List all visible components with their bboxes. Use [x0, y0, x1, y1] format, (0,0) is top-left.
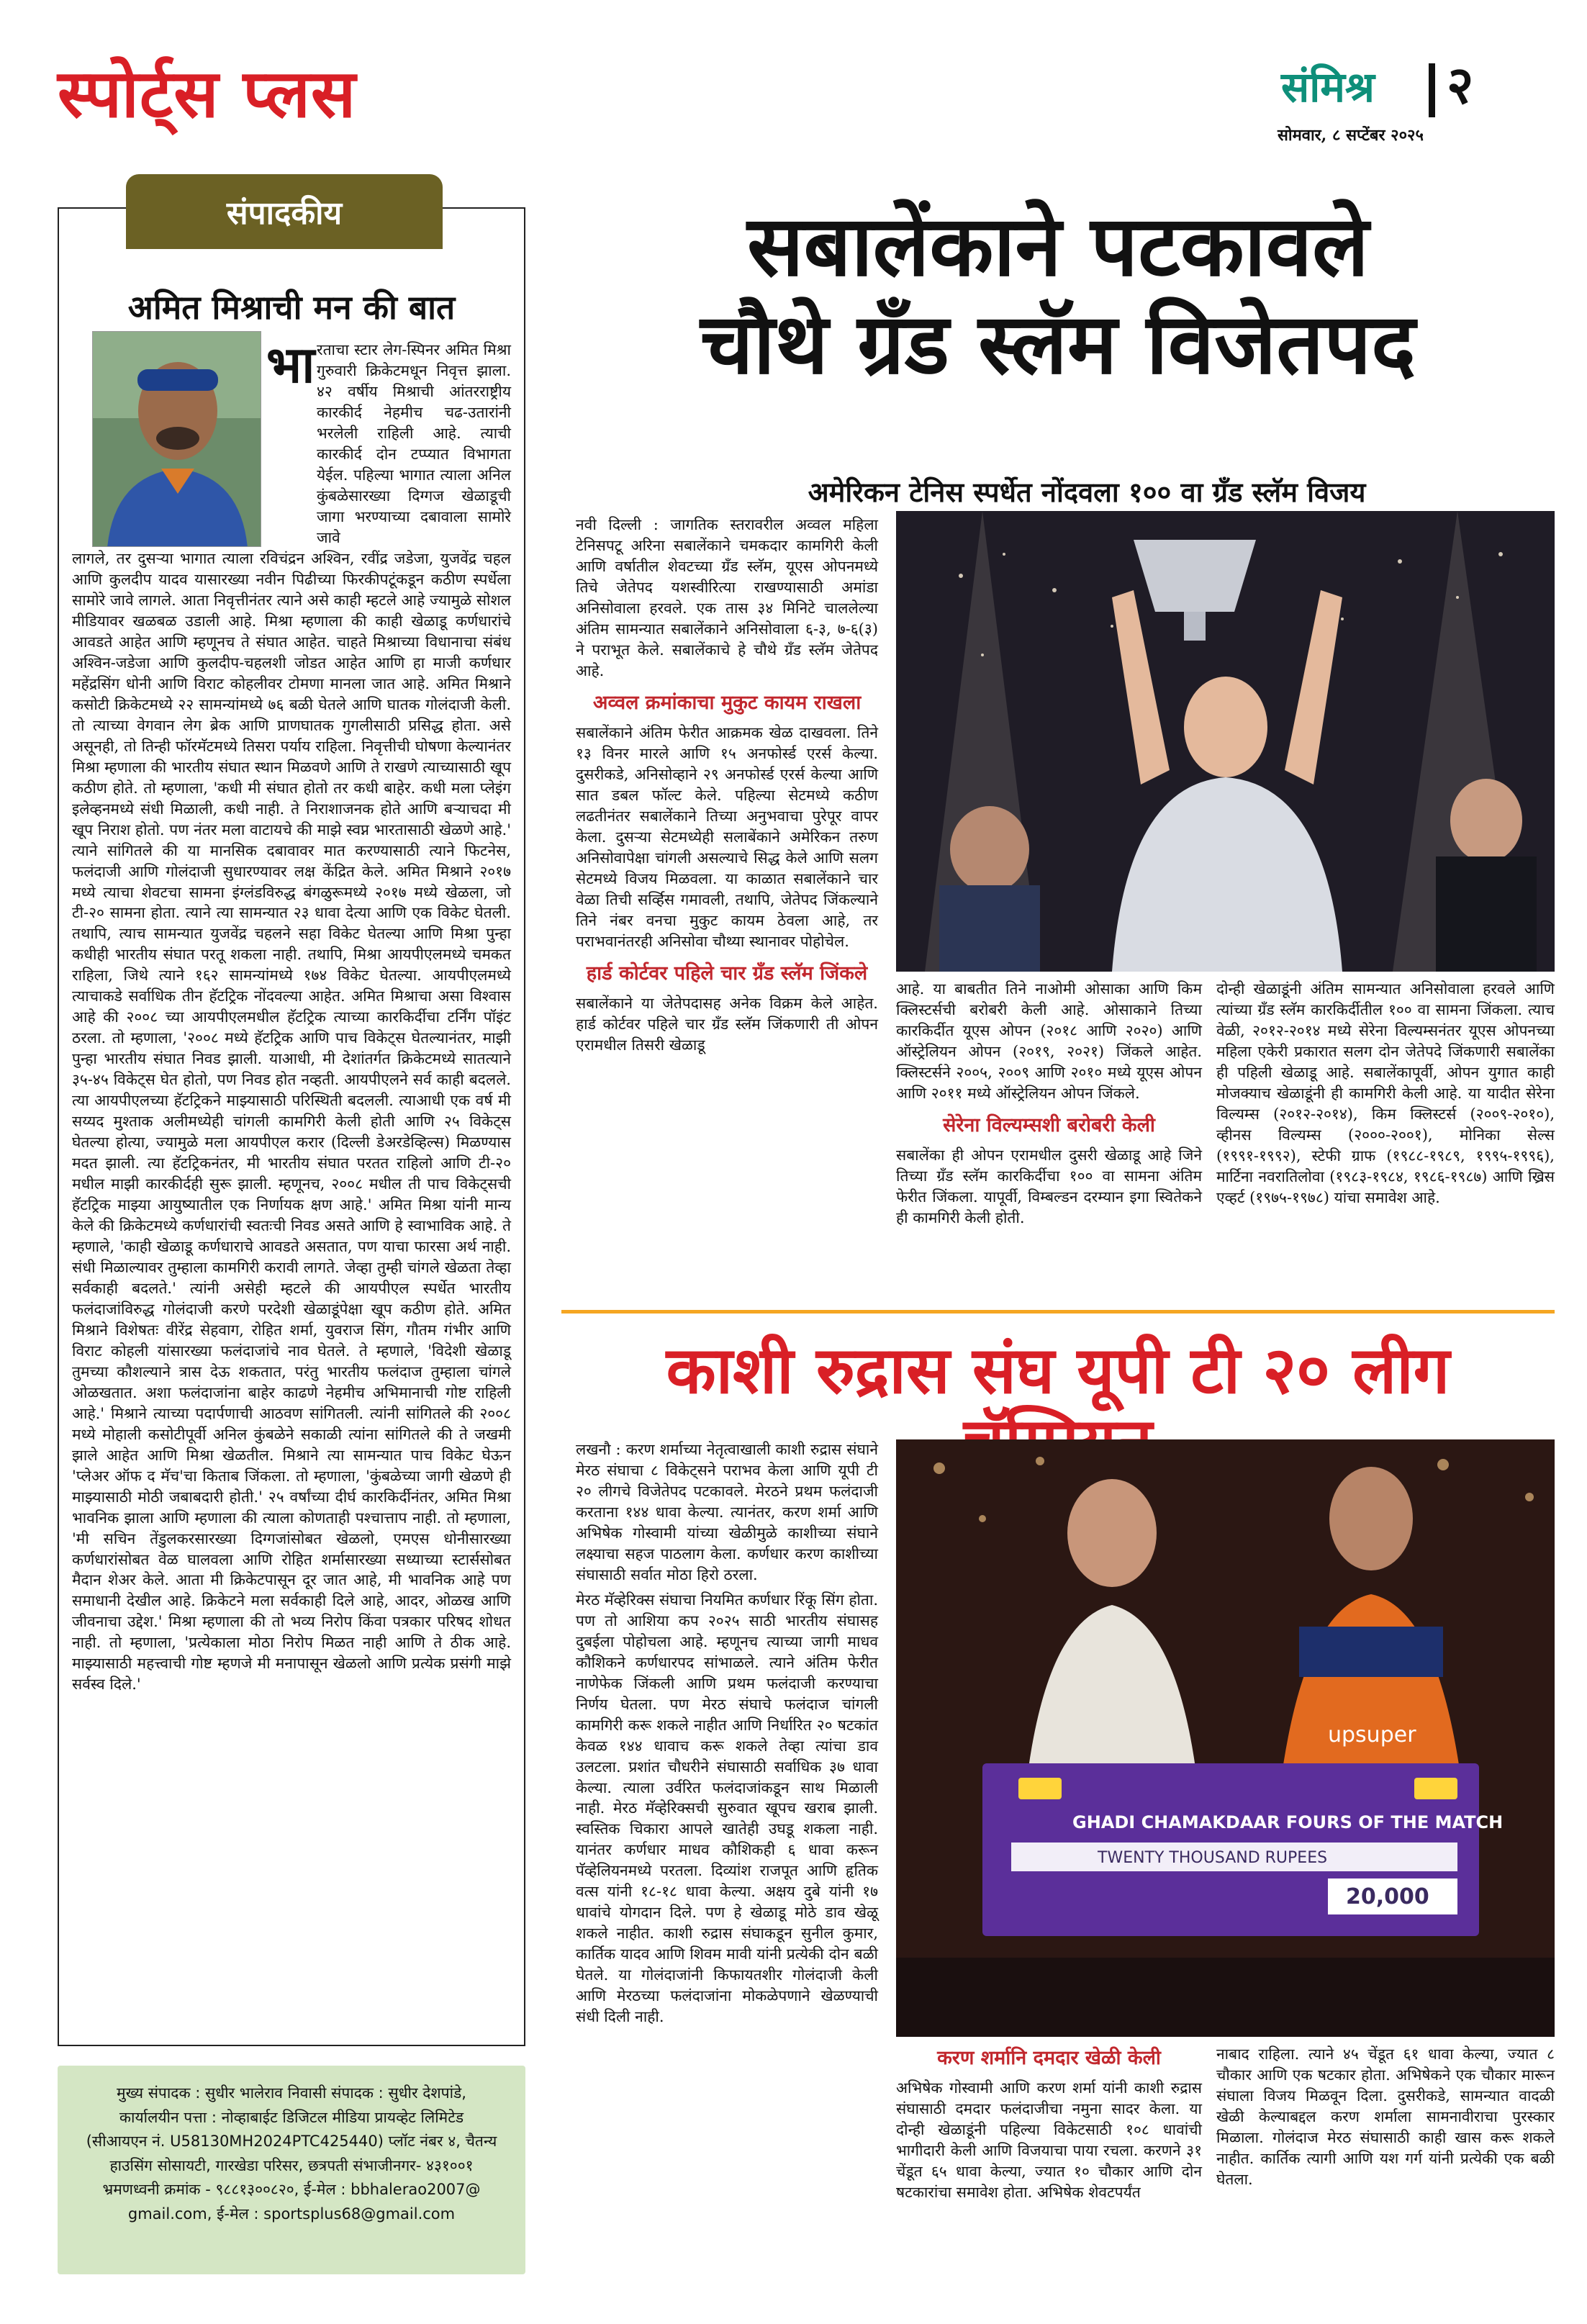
article-paragraph: सबालेंकाने अंतिम फेरीत आक्रमक खेळ दाखवला. तिने १३ विनर मारले आणि १५ अनफोर्स्ड एरर्स केल्या. दुसरीकडे, अनिसोव्हाने २९ अनफोर्स्ड एरर्स केल्या आणि सात डबल फॉल्ट केले. पहिल्या सेटमध्ये कठीण लढतीनंतर सबालेंकाने तिच्या अनुभवाचा पुरेपूर वापर केला. दुसऱ्या सेटमध्येही सलाबेंकाने अमेरिकन तरुण अनिसोवापेक्षा चांगली असल्याचे सिद्ध केले आणि सलग सेटमध्ये विजय मिळवला. या काळात सबालेंकाने चार वेळा तिची सर्व्हिस गमावली, तथापि, जेतेपद जिंकल्याने तिने नंबर वनचा मुकुट कायम ठेवला आहे, तर पराभवानंतरही अनिसोवा चौथ्या स्थानावर पोहोचेल.	[576, 723, 878, 950]
editorial-intro	[317, 340, 511, 553]
cricket-column-3	[1216, 2044, 1555, 2194]
tennis-trophy-photo	[896, 511, 1555, 972]
cheque-top-text: GHADI CHAMAKDAAR FOURS OF THE MATCH	[1072, 1812, 1504, 1832]
imprint-line: मुख्य संपादक : सुधीर भालेराव निवासी संपादक : सुधीर देशपांडे,	[117, 2084, 466, 2102]
article-subhead: करण शर्मानि दमदार खेळी केली	[937, 2047, 1161, 2069]
article-paragraph: नाबाद राहिला. त्याने ४५ चेंडूत ६१ धावा केल्या, ज्यात ८ चौकार आणि एक षटकार होता. अभिषेकने एक चौकार मारून संघाला विजय मिळवून दिला. दुसरीकडे, सामन्यात वादळी खेळी केल्याबद्दल करण शर्माला सामनावीराचा पुरस्कार मिळाला. गोलंदाज मेरठ संघासाठी काही खास करू शकले नाहीत. कार्तिक त्यागी आणि यश गर्ग यांनी प्रत्येकी एक बळी घेतला.	[1216, 2045, 1555, 2188]
editorial-heading: अमित मिश्राची मन की बात	[127, 288, 456, 327]
tennis-headline-line: सबालेंकाने पटकावले	[747, 198, 1369, 295]
imprint-box	[58, 2066, 525, 2274]
cheque-amount: 20,000	[1346, 1884, 1429, 1909]
cricket-column-2	[896, 2044, 1202, 2207]
cricket-column-1	[576, 1439, 878, 2032]
article-paragraph: नवी दिल्ली : जागतिक स्तरावरील अव्वल महिला टेनिसपटू अरिना सबालेंकाने चमकदार कामगिरी केली आणि वर्षातील शेवटच्या ग्रँड स्लॅम, यूएस ओपनमध्ये तिचे जेतेपद यशस्वीरित्या राखण्यासाठी अमांडा अनिसोवाला हरवले. एक तास ३४ मिनिटे चाललेल्या अंतिम सामन्यात सबालेंकाने अनिसोवाला ६-३, ७-६(३) ने पराभूत केले. सबालेंकाचे हे चौथे ग्रँड स्लॅम जेतेपद आहे.	[576, 516, 878, 679]
article-paragraph: अभिषेक गोस्वामी आणि करण शर्मा यांनी काशी रुद्रास संघासाठी दमदार फलंदाजीचा नमुना सादर केला. या दोन्ही खेळाडूंनी पहिल्या विकेटसाठी १०८ धावांची भागीदारी केली आणि विजयाचा पाया रचला. करणने ३१ चेंडूत ६५ धावा केल्या, ज्यात १० चौकार आणि दोन षटकारांचा समावेश होता. अभिषेक शेवटपर्यंत	[896, 2079, 1202, 2201]
article-paragraph: लखनौ : करण शर्माच्या नेतृत्वाखाली काशी रुद्रास संघाने मेरठ संघाचा ८ विकेट्सने पराभव केला आणि यूपी टी २० लीगचे विजेतेपद पटकावले. मेरठने प्रथम फलंदाजी करताना १४४ धावा केल्या. त्यानंतर, करण शर्मा आणि अभिषेक गोस्वामी यांच्या खेळीमुळे काशीच्या संघाने लक्ष्याचा सहज पाठलाग केला. कर्णधार करण काशीच्या संघासाठी सर्वात मोठा हिरो ठरला.	[576, 1441, 878, 1583]
tennis-subheadline: अमेरिकन टेनिस स्पर्धेत नोंदवला १०० वा ग्रँड स्लॅम विजय	[808, 476, 1366, 508]
imprint-line: (सीआयएन नं. U58130MH2024PTC425440) प्लॉट नंबर ४, चैतन्य	[86, 2133, 497, 2151]
editorial-paragraph: रताचा स्टार लेग-स्पिनर अमित मिश्रा गुरुवारी क्रिकेटमधून निवृत्त झाला. ४२ वर्षीय मिश्राची आंतरराष्ट्रीय कारकीर्द नेहमीच चढ-उतारांनी भरलेली राहिली आहे. त्याची कारकीर्द दोन टप्प्यात विभागता येईल. पहिल्या भागात त्याला अनिल कुंबळेसारख्या दिग्गज खेळाडूची जागा भरण्याच्या दबावाला सामोरे जावे	[317, 341, 511, 546]
tennis-column-2	[896, 979, 1202, 1233]
editorial-paragraph: लागले, तर दुसऱ्या भागात त्याला रविचंद्रन अश्विन, रवींद्र जडेजा, युजवेंद्र चहल आणि कुलदीप यादव यासारख्या नवीन पिढीच्या फिरकीपटूंकडून कठीण स्पर्धेला सामोरे जावे लागले. आता निवृत्तीनंतर त्याने असे काही म्हटले आहे ज्यामुळे सोशल मीडियावर खळबळ उडाली आहे. मिश्रा म्हणाला की काही खेळाडू कर्णधारांचे आवडते आहेत आणि म्हणूनच ते संघात आहेत. चाहते मिश्राच्या विधानाचा संबंध अश्विन-जडेजा आणि कुलदीप-चहलशी जोडत आहेत आणि हा माजी कर्णधार महेंद्रसिंग धोनी आणि विराट कोहलीवर टोमणा मानला जात आहे. अमित मिश्राने कसोटी क्रिकेटमध्ये २२ सामन्यांमध्ये ७६ बळी घेतले आणि घातक गोलंदाजी केली. तो त्याच्या वेगवान लेग ब्रेक आणि प्राणघातक गुगलीसाठी प्रसिद्ध होता. असे असूनही, तो तिन्ही फॉरमॅटमध्ये तिसरा पर्याय राहिला. निवृत्तीची घोषणा केल्यानंतर मिश्रा म्हणाला की भारतीय संघात स्थान मिळवणे आणि ते राखणे त्याच्यासाठी खूप कठीण होते. तो म्हणाला, 'कधी मी संघात होतो तर कधी बाहेर. कधी मला प्लेइंग इलेव्हनमध्ये संधी मिळाली, कधी नाही. ते निराशाजनक होते आणि बऱ्याचदा मी खूप निराश होतो. पण नंतर मला वाटायचे की माझे स्वप्न भारतासाठी खेळणे आहे.' त्याने सांगितले की या मानसिक दबावावर मात करण्यासाठी त्याने फिटनेस, फलंदाजी आणि गोलंदाजी सुधारण्यावर लक्ष केंद्रित केले. अमित मिश्राने २०१७ मध्ये त्याचा शेवटचा सामना इंग्लंडविरुद्ध बंगळुरूमध्ये २०१७ मध्ये खेळला, जो टी-२० सामना होता. त्याने त्या सामन्यात २३ धावा देत्या आणि एक विकेट घेतली. तथापि, त्याच सामन्यात युजवेंद्र चहलने सहा विकेट घेतल्या आणि मिश्रा पुन्हा कधीही भारतीय संघात परतू शकला नाही. तथापि, मिश्रा आयपीएलमध्ये चमकत राहिला, जिथे त्याने १६२ सामन्यांमध्ये १७४ विकेट घेतल्या. आयपीएलमध्ये त्याचाकडे सर्वाधिक तीन हॅटट्रिक नोंदवल्या आहेत. अमित मिश्राचा असा विश्वास आहे की २००८ च्या आयपीएलमधील हॅटट्रिक त्याच्या कारकिर्दीचा टर्निंग पॉइंट ठरला. तो म्हणाला, '२००८ मध्ये हॅटट्रिक आणि पाच विकेट्स घेतल्यानंतर, माझी पुन्हा भारतीय संघात निवड झाली. याआधी, मी देशांतर्गत क्रिकेटमध्ये सातत्याने ३५-४५ विकेट्स घेत होतो, पण निवड होत नव्हती. आयपीएलने सर्व काही बदलले. त्या आयपीएलच्या हॅटट्रिकने माझ्यासाठी परिस्थिती बदलली. त्याआधी एक वर्ष मी सय्यद मुश्ताक अलीमध्येही चांगली कामगिरी केली होती आणि २५ विकेट्स घेतल्या होत्या, ज्यामुळे मला आयपीएल करार (दिल्ली डेअरडेव्हिल्स) मिळण्यास मदत झाली. त्या हॅटट्रिकनंतर, मी भारतीय संघात परतत राहिलो आणि टी-२० मधील माझी कारकीर्दही सुरू झाली. म्हणूनच, २००८ मधील ती पाच विकेट्सची हॅटट्रिक माझ्या आयुष्यातील एक निर्णायक क्षण आहे.' अमित मिश्रा यांनी मान्य केले की क्रिकेटमध्ये कर्णधारांची स्वतःची निवड असते आणि हे स्वाभाविक आहे. ते म्हणाले, 'काही खेळाडू कर्णधाराचे आवडते असतात, पण याचा फारसा अर्थ नाही. संधी मिळाल्यावर तुम्हाला कामगिरी करावी लागते. जेव्हा तुम्ही चांगले खेळता तेव्हा सर्वकाही बदलते.' त्यांनी असेही म्हटले की आयपीएल स्पर्धेत भारतीय फलंदाजांविरुद्ध गोलंदाजी करणे परदेशी खेळाडूंपेक्षा खूप कठीण होते. अमित मिश्राने विशेषतः वीरेंद्र सेहवाग, रोहित शर्मा, युवराज सिंग, गौतम गंभीर आणि विराट कोहली यांसारख्या फलंदाजांचे नाव घेतले. ते म्हणाले, 'विदेशी खेळाडू तुमच्या कौशल्याने त्रास देऊ शकतात, परंतु भारतीय फलंदाज तुम्हाला चांगले ओळखतात. अशा फलंदाजांना बाहेर काढणे नेहमीच अभिमानाची गोष्ट राहिली आहे.' मिश्राने त्याच्या पदार्पणाची आठवण सांगितली. त्यांनी सांगितले की २००८ मध्ये मोहाली कसोटीपूर्वी अनिल कुंबळेने सकाळी त्यांना सांगितले की ते जखमी झाले आहेत आणि मिश्रा खेळतील. मिश्राने त्या सामन्यात पाच विकेट घेऊन 'प्लेअर ऑफ द मॅच'चा किताब जिंकला. तो म्हणाला, 'कुंबळेच्या जागी खेळणे ही माझ्यासाठी मोठी जबाबदारी होती.' २५ वर्षांच्या दीर्घ कारकिर्दीनंतर, अमित मिश्रा भावनिक झाला आणि म्हणाला की त्याला कोणताही पश्चात्ताप नाही. तो म्हणाला, 'मी सचिन तेंडुलकरसारख्या दिग्गजांसोबत खेळलो, एमएस धोनीसारख्या कर्णधारांसोबत वेळ घालवला आणि रोहित शर्मासारख्या सध्याच्या स्टार्ससोबत मैदान शेअर केले. आता मी क्रिकेटपासून दूर जात आहे, मी भावनिक आहे पण समाधानी देखील आहे. क्रिकेटने मला सर्वकाही दिले आहे, आदर, ओळख आणि जीवनाचा उद्देश.' मिश्रा म्हणाला की तो भव्य निरोप किंवा पत्रकार परिषद शोधत नाही. तो म्हणाला, 'प्रत्येकाला मोठा निरोप मिळत नाही आणि ते ठीक आहे. माझ्यासाठी महत्त्वाची गोष्ट म्हणजे मी मनापासून खेळलो आणि प्रत्येक प्रसंगी माझे सर्वस्व दिले.'	[72, 550, 511, 1694]
cricket-headline: काशी रुद्रास संघ यूपी टी २० लीग	[666, 1333, 1450, 1409]
masthead-title: स्पोर्ट्स प्लस	[58, 55, 357, 132]
editorial-portrait-photo	[92, 331, 261, 547]
article-subhead: अव्वल क्रमांकाचा मुकुट कायम राखला	[592, 691, 862, 714]
article-paragraph: दोन्ही खेळाडूंनी अंतिम सामन्यात अनिसोवाला हरवले आणि त्यांच्या ग्रँड स्लॅम कारकिर्दीतील १०० वा सामना जिंकला. त्याच वेळी, २०१२-२०१४ मध्ये सेरेना विल्यम्सनंतर यूएस ओपनच्या महिला एकेरी प्रकारात सलग दोन जेतेपदे जिंकणारी सबालेंका ही पहिली खेळाडू आहे. सबालेंकापूर्वी, ओपन युगात काही मोजक्याच खेळाडूंनी ही कामगिरी केली आहे. या यादीत सेरेना विल्यम्स (२०१२-२०१४), किम क्लिस्टर्स (२००९-२०१०), व्हीनस विल्यम्स (२०००-२००१), मोनिका सेल्स (१९९१-१९९२), स्टेफी ग्राफ (१९८८-१९८९, १९९५-१९९६), मार्टिना नवरातिलोवा (१९८३-१९८४, १९८६-१९८७) आणि ख्रिस एव्हर्ट (१९७५-१९७८) यांचा समावेश आहे.	[1216, 980, 1555, 1206]
imprint-line: कार्यालयीन पत्ता : नोव्हाबाईट डिजिटल मीडिया प्रायव्हेट लिमिटेड	[119, 2108, 464, 2126]
issue-date: सोमवार, ८ सप्टेंबर २०२५	[1278, 126, 1424, 145]
imprint-line: भ्रमणध्वनी क्रमांक - ९८८१३००८२०, ई-मेल : bbhalerao2007@	[102, 2181, 481, 2199]
article-paragraph: सबालेंका ही ओपन एरामधील दुसरी खेळाडू आहे जिने तिच्या ग्रँड स्लॅम कारकिर्दीचा १०० वा सामना अंतिम फेरीत जिंकला. यापूर्वी, विम्बल्डन दरम्यान इगा स्वितेकने ही कामगिरी केली होती.	[896, 1146, 1202, 1226]
article-paragraph: सबालेंकाने या जेतेपदासह अनेक विक्रम केले आहेत. हार्ड कोर्टवर पहिले चार ग्रँड स्लॅम जिंकणारी ती ओपन एरामधील तिसरी खेळाडू	[576, 994, 878, 1054]
page-number: २	[1447, 55, 1474, 115]
imprint-line: gmail.com, ई-मेल : sportsplus68@gmail.com	[127, 2205, 456, 2223]
section-name: संमिश्र	[1281, 63, 1375, 112]
editorial-dropcap: भा	[266, 335, 315, 394]
section-divider	[1429, 63, 1435, 117]
article-paragraph: आहे. या बाबतीत तिने नाओमी ओसाका आणि किम क्लिस्टर्सची बरोबरी केली आहे. ओसाकाने तिच्या कारकिर्दीत यूएस ओपन (२०१८ आणि २०२०) आणि ऑस्ट्रेलियन ओपन (२०१९, २०२१) जिंकले आहेत. क्लिस्टर्सने २००५, २००९ आणि २०१० मध्ये यूएस ओपन आणि २०११ मध्ये ऑस्ट्रेलियन ओपन जिंकले.	[896, 980, 1202, 1102]
jersey-sponsor-text: upsuper	[1328, 1722, 1416, 1747]
tennis-column-1	[576, 515, 878, 1060]
article-subhead: हार्ड कोर्टवर पहिले चार ग्रँड स्लॅम जिंकले	[586, 962, 868, 985]
cheque-amount-words: TWENTY THOUSAND RUPEES	[1098, 1849, 1328, 1867]
article-subhead: सेरेना विल्यम्सशी बरोबरी केली	[943, 1113, 1155, 1136]
editorial-body	[72, 548, 511, 1699]
tennis-headline	[561, 198, 1555, 393]
cricket-award-photo	[896, 1439, 1555, 2037]
article-paragraph: मेरठ मॅव्हेरिक्स संघाचा नियमित कर्णधार रिंकू सिंग होता. पण तो आशिया कप २०२५ साठी भारतीय संघासह दुबईला पोहोचला आहे. म्हणूनच त्याच्या जागी माधव कौशिकने कर्णधारपद सांभाळले. त्याने अंतिम फेरीत नाणेफेक जिंकली आणि प्रथम फलंदाजी करण्याचा निर्णय घेतला. पण मेरठ संघाचे फलंदाज चांगली कामगिरी करू शकले नाहीत आणि निर्धारित २० षटकांत केवळ १४४ धावाच करू शकले तेव्हा त्यांचा डाव उलटला. प्रशांत चौधरीने संघासाठी सर्वाधिक ३७ धावा केल्या. त्याला उर्वरित फलंदाजांकडून साथ मिळाली नाही. मेरठ मॅव्हेरिक्सची सुरुवात खूपच खराब झाली. स्वस्तिक चिकारा आपले खातेही उघडू शकला नाही. यानंतर कर्णधार माधव कौशिकही ६ धावा करून पॅव्हेलियनमध्ये परतला. दिव्यांश राजपूत आणि हृतिक वत्स यांनी १८-१८ धावा केल्या. अक्षय दुबे यांनी १७ धावांचे योगदान दिले. पण हे खेळाडू मोठे डाव खेळू शकले नाहीत. काशी रुद्रास संघाकडून सुनील कुमार, कार्तिक यादव आणि शिवम मावी यांनी प्रत्येकी दोन बळी घेतले. या गोलंदाजांनी किफायतशीर गोलंदाजी केली आणि मेरठच्या फलंदाजांना मोकळेपणाने खेळण्याची संधी दिली नाही.	[576, 1591, 878, 2026]
section-divider-orange	[561, 1310, 1555, 1314]
editorial-tab: संपादकीय	[126, 174, 443, 249]
tennis-column-3	[1216, 979, 1555, 1213]
tennis-headline-line: चौथे ग्रँड स्लॅम विजेतपद	[700, 295, 1416, 393]
imprint-line: हाउसिंग सोसायटी, गारखेडा परिसर, छत्रपती संभाजीनगर- ४३१००१	[109, 2156, 474, 2174]
